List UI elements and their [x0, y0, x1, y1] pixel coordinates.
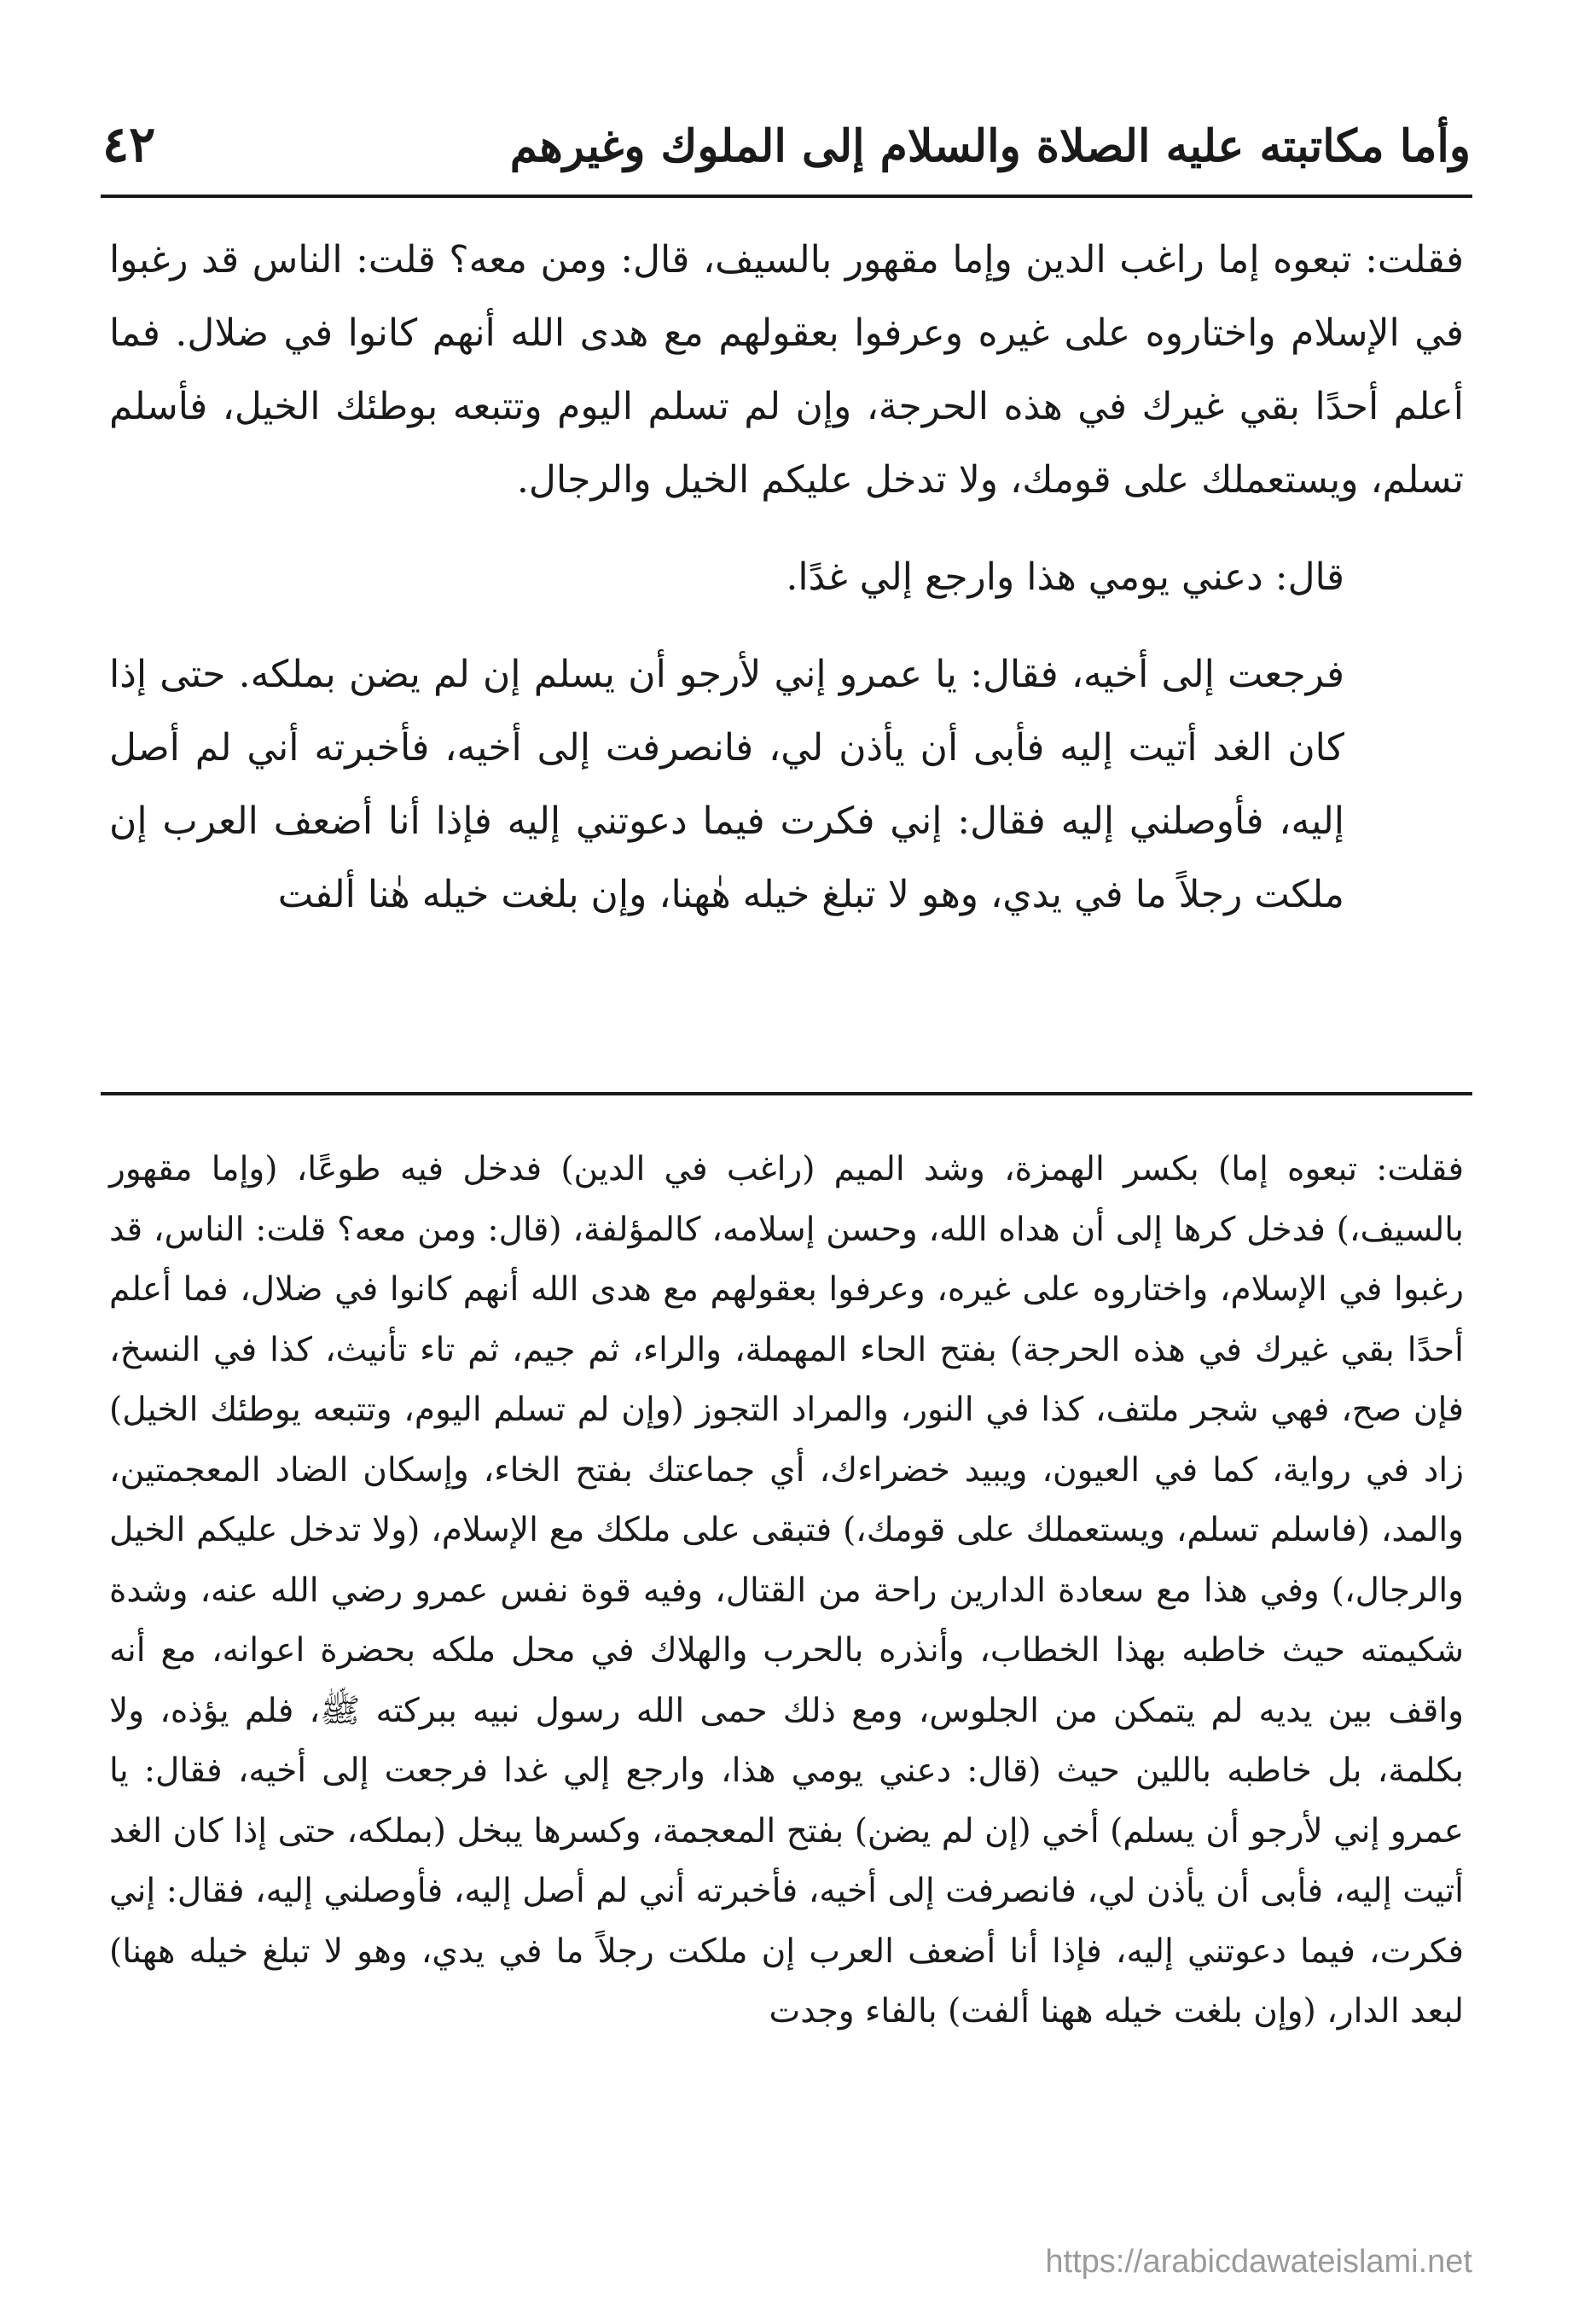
header-rule — [101, 195, 1472, 198]
page-header — [102, 101, 1471, 173]
running-title: وأما مكاتبته عليه الصلاة والسلام إلى الملوك وغيرهم — [509, 120, 1471, 172]
main-paragraph: قال: دعني يومي هذا وارجع إلي غدًا. — [786, 555, 1344, 599]
watermark-url: https://arabicdawateislami.net — [1045, 2244, 1472, 2280]
commentary-paragraph: فقلت: تبعوه إما) بكسر الهمزة، وشد الميم (راغب في الدين) فدخل فيه طوعًا، (وإما مقهور بالسيف،) فدخل كرها إلى أن هداه الله، وحسن إسلامه، كالمؤلفة، (قال: ومن معه؟ قلت: الناس، قد رغبوا في الإسلام، واختاروه على غيره، وعرفوا بعقولهم مع هدى الله أنهم كانوا في ضلال، فما أعلم أحدًا بقي غيرك في هذه الحرجة) بفتح الحاء المهملة، والراء، ثم جيم، ثم تاء تأنيث، كذا في النسخ، فإن صح، فهي شجر ملتف، كذا في النور، والمراد التجوز (وإن لم تسلم اليوم، وتتبعه يوطئك الخيل) زاد في رواية، كما في العيون، ويبيد خضراءك، أي جماعتك بفتح الخاء، وإسكان الضاد المعجمتين، والمد، (فاسلم تسلم، ويستعملك على قومك،) فتبقى على ملكك مع الإسلام، (ولا تدخل عليكم الخيل والرجال،) وفي هذا مع سعادة الدارين راحة من القتال، وفيه قوة نفس عمرو رضي الله عنه، وشدة شكيمته حيث خاطبه بهذا الخطاب، وأنذره بالحرب والهلاك في محل ملكه بحضرة اعوانه، مع أنه واقف بين يديه لم يتمكن من الجلوس، ومع ذلك حمى الله رسول نبيه ببركته ﷺ، فلم يؤذه، ولا بكلمة، بل خاطبه باللين حيث (قال: دعني يومي هذا، وارجع إلي غدا فرجعت إلى أخيه، فقال: يا عمرو إني لأرجو أن يسلم) أخي (إن لم يضن) بفتح المعجمة، وكسرها يبخل (بملكه، حتى إذا كان الغد أتيت إليه، فأبى أن يأذن لي، فانصرفت إلى أخيه، فأخبرته أني لم أصل إليه، فأوصلني إليه، فقال: إني فكرت، فيما دعوتني إليه، فإذا أنا أضعف العرب إن ملكت رجلاً ما في يدي، وهو لا تبلغ خيله ههنا) لبعد الدار، (وإن بلغت خيله ههنا ألفت) بالفاء وجدت — [109, 1150, 1464, 2031]
footnote-separator — [101, 1092, 1472, 1095]
main-text — [109, 224, 1464, 932]
main-paragraph: فقلت: تبعوه إما راغب الدين وإما مقهور بالسيف، قال: ومن معه؟ قلت: الناس قد رغبوا في الإسلام واختاروه على غيره وعرفوا بعقولهم مع هدى الله أنهم كانوا في ضلال. فما أعلم أحدًا بقي غيرك في هذه الحرجة، وإن لم تسلم اليوم وتتبعه بوطئك الخيل، فأسلم تسلم، ويستعملك على قومك، ولا تدخل عليكم الخيل والرجال. — [109, 238, 1464, 502]
main-paragraph: فرجعت إلى أخيه، فقال: يا عمرو إني لأرجو أن يسلم إن لم يضن بملكه. حتى إذا كان الغد أتيت إليه فأبى أن يأذن لي، فانصرفت إلى أخيه، فأخبرته أني لم أصل إليه، فأوصلني إليه فقال: إني فكرت فيما دعوتني إليه فإذا أنا أضعف العرب إن ملكت رجلاً ما في يدي، وهو لا تبلغ خيله هٰهنا، وإن بلغت خيله هٰنا ألفت — [109, 653, 1344, 916]
commentary-text — [109, 1140, 1464, 2042]
page-number: ٤٢ — [102, 115, 156, 173]
